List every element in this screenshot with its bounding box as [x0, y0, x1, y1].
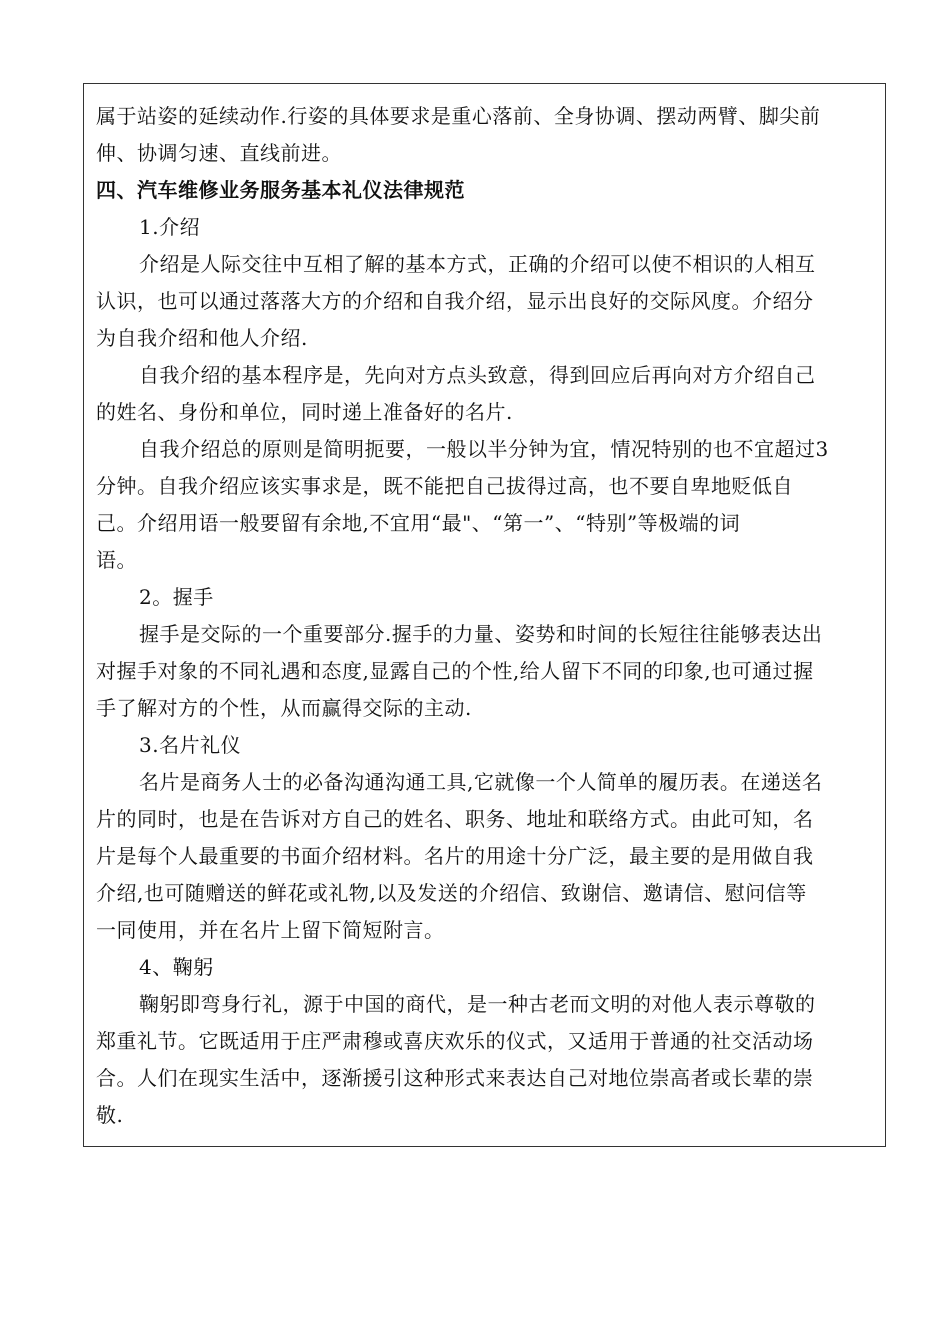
paragraph-line: 介绍是人际交往中互相了解的基本方式，正确的介绍可以使不相识的人相互: [139, 252, 816, 276]
document-table-cell: [83, 83, 886, 1147]
subsection-heading: 4、鞠躬: [139, 955, 214, 979]
paragraph-line: 一同使用，并在名片上留下简短附言。: [96, 918, 445, 942]
paragraph-line: 认识，也可以通过落落大方的介绍和自我介绍，显示出良好的交际风度。介绍分: [96, 289, 814, 313]
paragraph-line: 的姓名、身份和单位，同时递上准备好的名片.: [96, 400, 513, 424]
paragraph-line: 握手是交际的一个重要部分.握手的力量、姿势和时间的长短往往能够表达出: [139, 622, 823, 646]
paragraph-line: 鞠躬即弯身行礼，源于中国的商代，是一种古老而文明的对他人表示尊敬的: [139, 992, 816, 1016]
paragraph-line: 己。介绍用语一般要留有余地,不宜用“最"、“第一”、“特别”等极端的词: [96, 511, 741, 535]
paragraph-line: 自我介绍总的原则是简明扼要，一般以半分钟为宜，情况特别的也不宜超过3: [139, 437, 829, 461]
paragraph-line: 分钟。自我介绍应该实事求是，既不能把自己拔得过高，也不要自卑地贬低自: [96, 474, 793, 498]
subsection-heading: 2。握手: [139, 585, 214, 609]
section-heading: 四、汽车维修业务服务基本礼仪法律规范: [96, 178, 465, 202]
paragraph-line: 郑重礼节。它既适用于庄严肃穆或喜庆欢乐的仪式，又适用于普通的社交活动场: [96, 1029, 814, 1053]
paragraph-line: 敬.: [96, 1103, 124, 1127]
paragraph-line: 对握手对象的不同礼遇和态度,显露自己的个性,给人留下不同的印象,也可通过握: [96, 659, 814, 683]
paragraph-line: 语。: [96, 548, 137, 572]
paragraph-line: 名片是商务人士的必备沟通沟通工具,它就像一个人简单的履历表。在递送名: [139, 770, 823, 794]
paragraph-line: 手了解对方的个性，从而赢得交际的主动.: [96, 696, 472, 720]
paragraph-line: 为自我介绍和他人介绍.: [96, 326, 308, 350]
subsection-heading: 3.名片礼仪: [139, 733, 242, 757]
paragraph-line: 片是每个人最重要的书面介绍材料。名片的用途十分广泛，最主要的是用做自我: [96, 844, 814, 868]
paragraph-line: 合。人们在现实生活中，逐渐援引这种形式来表达自己对地位崇高者或长辈的崇: [96, 1066, 814, 1090]
paragraph-line: 片的同时，也是在告诉对方自己的姓名、职务、地址和联络方式。由此可知，名: [96, 807, 814, 831]
paragraph-line: 属于站姿的延续动作.行姿的具体要求是重心落前、全身协调、摆动两臂、脚尖前: [96, 104, 821, 128]
paragraph-line: 介绍,也可随赠送的鲜花或礼物,以及发送的介绍信、致谢信、邀请信、慰问信等: [96, 881, 807, 905]
paragraph-line: 伸、协调匀速、直线前进。: [96, 141, 342, 165]
paragraph-line: 自我介绍的基本程序是，先向对方点头致意，得到回应后再向对方介绍自己: [139, 363, 816, 387]
subsection-heading: 1.介绍: [139, 215, 201, 239]
